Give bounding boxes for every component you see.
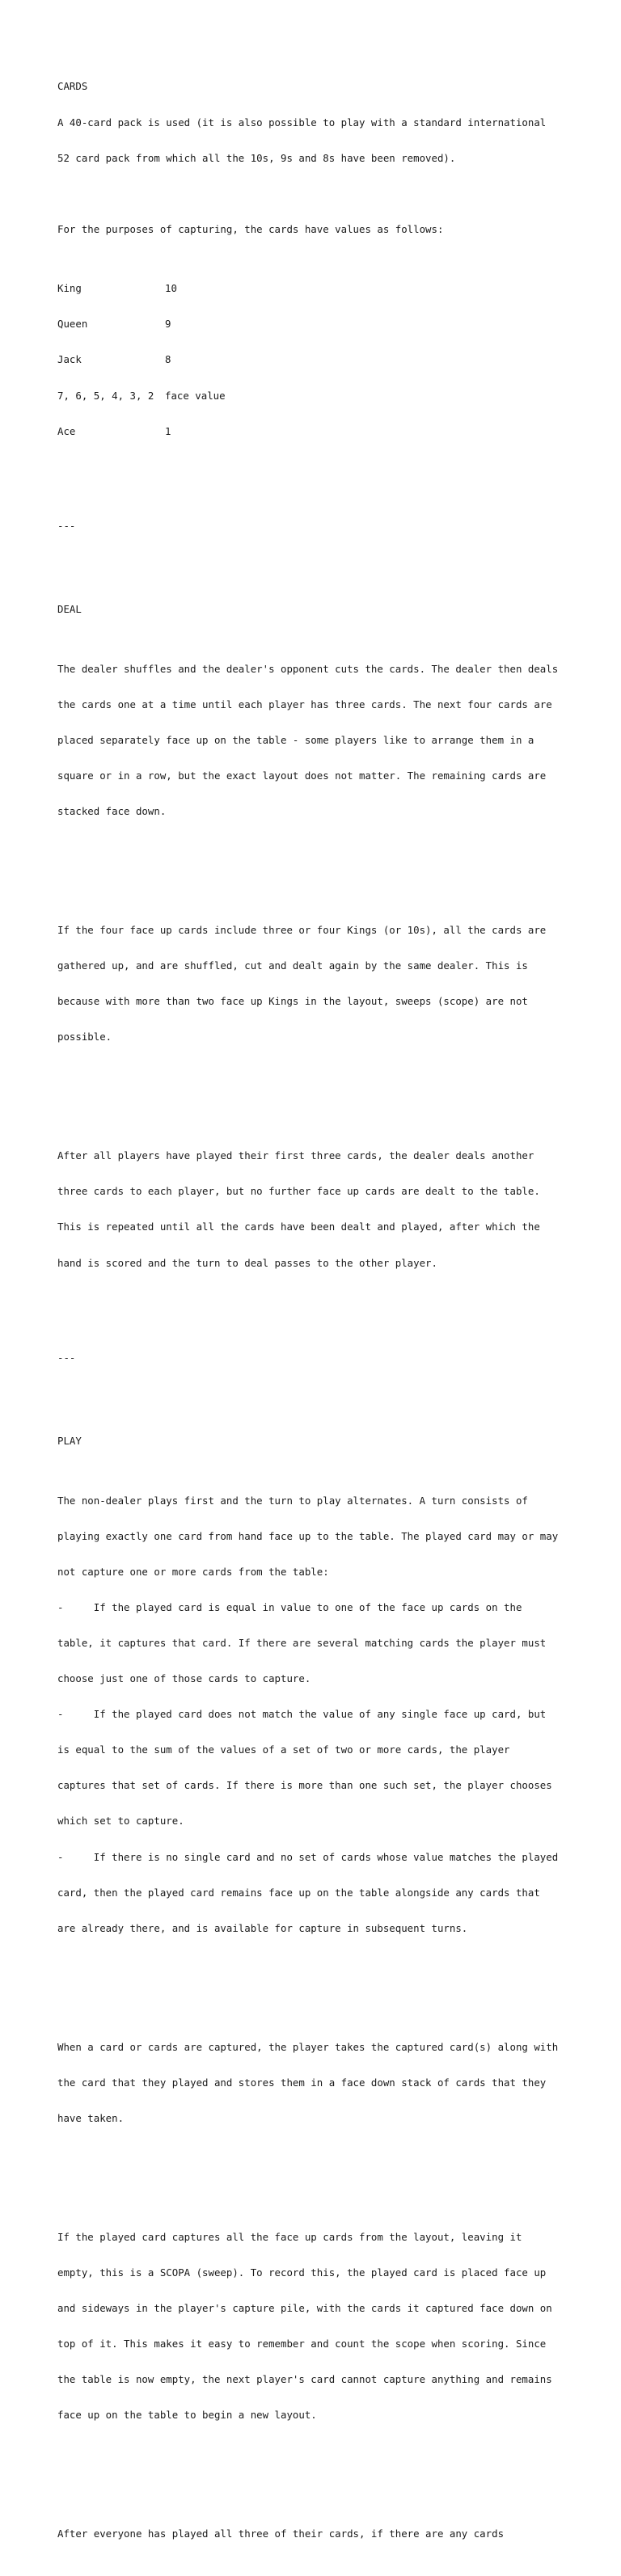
play-paragraph-1	[57, 1471, 591, 1958]
card-name: Jack	[57, 353, 82, 366]
blank-line	[57, 485, 591, 497]
blank-line	[57, 1317, 591, 1329]
text-line: the cards one at a time until each player has three cards. The next four cards are	[57, 698, 552, 710]
text-line: When a card or cards are captured, the player takes the captured card(s) along with	[57, 2040, 559, 2053]
card-value: face value	[165, 389, 226, 402]
text-line: If the four face up cards include three or four Kings (or 10s), all the cards are	[57, 924, 547, 937]
text-line: which set to capture.	[57, 1815, 184, 1828]
text-line: are already there, and is available for capture in subsequent turns.	[57, 1921, 468, 1934]
card-value-row	[57, 318, 591, 331]
cards-intro-line: A 40-card pack is used (it is also possible to play with a standard international	[57, 116, 547, 129]
play-heading: PLAY	[57, 1435, 82, 1448]
text-line: hand is scored and the turn to deal passes to the other player.	[57, 1256, 437, 1269]
text-line: empty, this is a SCOPA (sweep). To record this, the played card is placed face up	[57, 2266, 547, 2279]
values-intro: For the purposes of capturing, the cards have values as follows:	[57, 222, 444, 235]
text-line: The non-dealer plays first and the turn to play alternates. A turn consists of	[57, 1494, 528, 1507]
text-line: captures that set of cards. If there is more than one such set, the player chooses	[57, 1779, 552, 1792]
blank-line	[57, 1388, 591, 1400]
text-line: the card that they played and stores them in a face down stack of cards that they	[57, 2076, 547, 2089]
play-paragraph-2	[57, 2017, 591, 2148]
play-paragraph-3	[57, 2207, 591, 2445]
bullet-line: - If there is no single card and no set of cards whose value matches the played	[57, 1850, 559, 1863]
text-line: three cards to each player, but no further face up cards are dealt to the table.	[57, 1185, 540, 1198]
deal-paragraph-2	[57, 901, 591, 1068]
blank-line	[57, 188, 591, 200]
blank-line	[57, 2469, 591, 2481]
text-line: placed separately face up on the table - some players like to arrange them in a	[57, 733, 534, 746]
deal-heading: DEAL	[57, 603, 82, 616]
text-line: stacked face down.	[57, 805, 167, 818]
text-line: because with more than two face up Kings in the layout, sweeps (scope) are not	[57, 995, 528, 1008]
cards-intro-line: 52 card pack from which all the 10s, 9s and 8s have been removed).	[57, 151, 456, 164]
blank-line	[57, 866, 591, 878]
card-value: 9	[165, 318, 171, 331]
blank-line	[57, 1091, 591, 1103]
text-line: and sideways in the player's capture pile, with the cards it captured face down on	[57, 2302, 552, 2315]
text-line: The dealer shuffles and the dealer's opponent cuts the cards. The dealer then deals	[57, 662, 559, 675]
text-line: After everyone has played all three of their cards, if there are any cards	[57, 2528, 505, 2540]
bullet-line: - If the played card is equal in value to one of the face up cards on the	[57, 1600, 522, 1613]
card-name: King	[57, 282, 82, 295]
card-value-row	[57, 390, 591, 403]
deal-paragraph-3	[57, 1127, 591, 1293]
text-line: not capture one or more cards from the table:	[57, 1565, 329, 1578]
text-line: top of it. This makes it easy to remember and count the scope when scoring. Since	[57, 2338, 547, 2350]
text-line: possible.	[57, 1031, 112, 1043]
text-line: If the played card captures all the face up cards from the layout, leaving it	[57, 2230, 522, 2243]
blank-line	[57, 2172, 591, 2184]
text-line: This is repeated until all the cards have been dealt and played, after which the	[57, 1221, 540, 1233]
card-name: 7, 6, 5, 4, 3, 2	[57, 389, 154, 402]
text-line: choose just one of those cards to capture.	[57, 1672, 311, 1685]
section-separator: ---	[57, 520, 76, 533]
play-paragraph-4	[57, 2505, 591, 2565]
text-line: square or in a row, but the exact layout does not matter. The remaining cards are	[57, 769, 547, 782]
card-value-row	[57, 283, 591, 295]
blank-line	[57, 556, 591, 568]
text-line: card, then the played card remains face up on the table alongside any cards that	[57, 1886, 540, 1899]
bullet-line: - If the played card does not match the value of any single face up card, but	[57, 1708, 547, 1721]
text-line: is equal to the sum of the values of a set of two or more cards, the player	[57, 1743, 510, 1756]
text-line: table, it captures that card. If there are several matching cards the player must	[57, 1636, 547, 1649]
text-line: playing exactly one card from hand face up to the table. The played card may or may	[57, 1529, 559, 1542]
card-value-row	[57, 426, 591, 438]
blank-line	[57, 1982, 591, 1994]
section-separator: ---	[57, 1351, 76, 1364]
text-line: gathered up, and are shuffled, cut and dealt again by the same dealer. This is	[57, 959, 528, 972]
card-name: Queen	[57, 318, 88, 331]
card-value: 1	[165, 424, 171, 437]
text-line: After all players have played their first three cards, the dealer deals another	[57, 1149, 534, 1162]
card-value: 8	[165, 353, 171, 366]
card-name: Ace	[57, 424, 76, 437]
text-line: face up on the table to begin a new layout.	[57, 2409, 317, 2422]
card-value-row	[57, 354, 591, 366]
card-value: 10	[165, 282, 177, 295]
deal-paragraph-1	[57, 639, 591, 841]
text-line: the table is now empty, the next player's card cannot capture anything and remains	[57, 2373, 552, 2386]
cards-heading: CARDS	[57, 80, 88, 93]
document-page	[57, 57, 591, 2576]
text-line: have taken.	[57, 2111, 125, 2124]
card-values-table	[57, 259, 591, 462]
